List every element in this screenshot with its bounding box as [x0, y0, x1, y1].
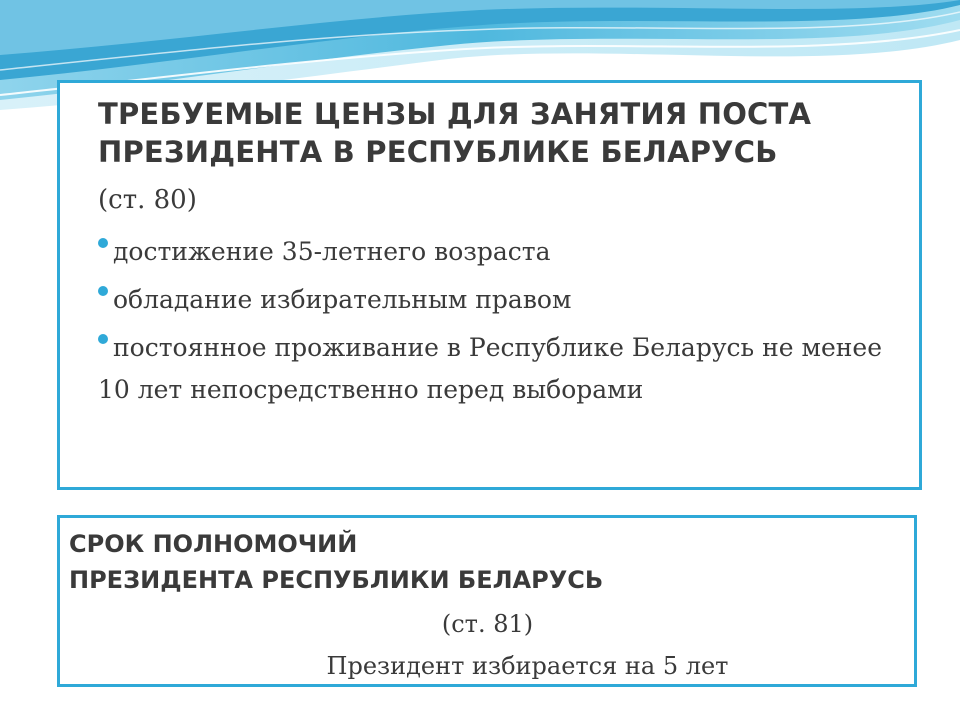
term-title	[69, 526, 889, 598]
list-item	[98, 279, 908, 321]
eligibility-list	[98, 231, 908, 417]
bullet-dot-icon	[98, 286, 108, 296]
term-article-ref: (ст. 81)	[441, 610, 534, 638]
eligibility-title	[98, 95, 908, 171]
list-item	[98, 231, 908, 273]
term-title-line2: ПРЕЗИДЕНТА РЕСПУБЛИКИ БЕЛАРУСЬ	[69, 566, 604, 594]
eligibility-requirements-box	[57, 80, 922, 490]
term-title-line1: СРОК ПОЛНОМОЧИЙ	[69, 530, 358, 558]
term-statement: Президент избирается на 5 лет	[326, 652, 729, 680]
bullet-dot-icon	[98, 238, 108, 248]
list-item-text: постоянное проживание в Республике Беларусь не менее 10 лет непосредственно перед выборами	[98, 333, 883, 404]
eligibility-title-line1: ТРЕБУЕМЫЕ ЦЕНЗЫ ДЛЯ ЗАНЯТИЯ ПОСТА	[98, 97, 812, 131]
bullet-dot-icon	[98, 334, 108, 344]
eligibility-title-line2: ПРЕЗИДЕНТА В РЕСПУБЛИКЕ БЕЛАРУСЬ	[98, 135, 778, 169]
list-item	[98, 327, 908, 411]
list-item-text: достижение 35-летнего возраста	[113, 237, 551, 266]
list-item-text: обладание избирательным правом	[113, 285, 572, 314]
eligibility-article-ref: (ст. 80)	[98, 185, 197, 215]
term-of-office-box	[57, 515, 917, 687]
